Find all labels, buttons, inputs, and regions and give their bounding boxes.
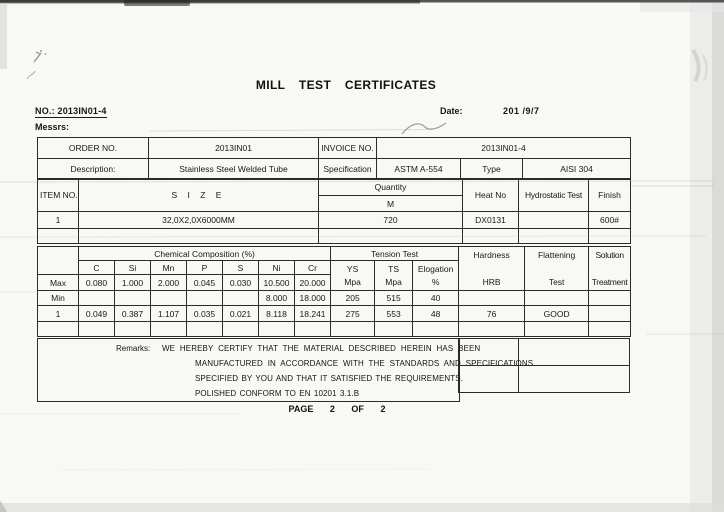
min-ni: 8.000 bbox=[259, 291, 295, 306]
empty-cell bbox=[295, 322, 331, 337]
empty-cell bbox=[525, 322, 589, 337]
empty-cell bbox=[38, 322, 79, 337]
ys-label: YS bbox=[346, 263, 359, 274]
max-p: 0.045 bbox=[187, 275, 223, 291]
page-number: 2 bbox=[329, 404, 335, 414]
flattening-test-header bbox=[525, 247, 589, 291]
bottom-left-nick bbox=[0, 500, 7, 512]
corner-scribble bbox=[34, 52, 41, 62]
top-right-shadow bbox=[640, 0, 724, 12]
min-cr: 18.000 bbox=[295, 291, 331, 306]
empty-cell bbox=[259, 322, 295, 337]
quantity-value: 720 bbox=[319, 212, 463, 229]
row1-ni: 8.118 bbox=[259, 306, 295, 322]
empty-cell bbox=[519, 366, 630, 393]
chem-col-mn: Mn bbox=[151, 261, 187, 275]
scan-streak-7 bbox=[60, 469, 430, 470]
solution-treatment-header bbox=[589, 247, 631, 291]
row1-ys: 275 bbox=[331, 306, 375, 322]
top-scan-strip-left bbox=[0, 0, 420, 4]
empty-cell bbox=[115, 291, 151, 306]
empty-cell bbox=[79, 291, 115, 306]
quantity-unit: M bbox=[319, 196, 463, 212]
size-value: 32,0X2,0X6000MM bbox=[79, 212, 319, 229]
max-s: 0.030 bbox=[223, 275, 259, 291]
elongation-unit: % bbox=[431, 276, 440, 287]
flattening-test-label: Test bbox=[548, 276, 565, 287]
type-label: Type bbox=[461, 159, 523, 180]
top-scan-strip bbox=[0, 0, 724, 3]
empty-cell bbox=[463, 229, 519, 244]
item-no-header: ITEM NO. bbox=[38, 179, 79, 212]
size-header: S I Z E bbox=[79, 179, 319, 212]
right-smudge bbox=[693, 50, 699, 81]
empty-cell bbox=[151, 322, 187, 337]
row1-si: 0.387 bbox=[115, 306, 151, 322]
empty-cell bbox=[79, 322, 115, 337]
corner-dot-2 bbox=[45, 53, 47, 55]
flattening-label: Flattening bbox=[537, 249, 576, 260]
row1-mn: 1.107 bbox=[151, 306, 187, 322]
invoice-no-label: INVOICE NO. bbox=[319, 138, 377, 159]
empty-cell bbox=[187, 322, 223, 337]
chem-col-si: Si bbox=[115, 261, 151, 275]
remarks-side-grid bbox=[458, 338, 630, 393]
description-value: Stainless Steel Welded Tube bbox=[149, 159, 319, 180]
composition-table bbox=[37, 246, 631, 337]
chem-col-ni: Ni bbox=[259, 261, 295, 275]
order-no-label: ORDER NO. bbox=[38, 138, 149, 159]
specification-value: ASTM A-554 bbox=[377, 159, 461, 180]
min-label: Min bbox=[38, 291, 79, 306]
empty-cell bbox=[413, 322, 459, 337]
max-label: Max bbox=[38, 275, 79, 291]
row1-elongation: 48 bbox=[413, 306, 459, 322]
order-no-value: 2013IN01 bbox=[149, 138, 319, 159]
chemical-composition-header: Chemical Composition (%) bbox=[79, 247, 331, 261]
row1-hardness: 76 bbox=[459, 306, 525, 322]
top-scan-blob bbox=[124, 0, 190, 6]
max-ni: 10.500 bbox=[259, 275, 295, 291]
right-smudge-2 bbox=[703, 55, 707, 80]
row1-c: 0.049 bbox=[79, 306, 115, 322]
max-si: 1.000 bbox=[115, 275, 151, 291]
empty-cell bbox=[589, 229, 631, 244]
empty-cell bbox=[459, 339, 519, 366]
finish-value: 600# bbox=[589, 212, 631, 229]
empty-cell bbox=[525, 291, 589, 306]
min-ys: 205 bbox=[331, 291, 375, 306]
messrs-label: Messrs: bbox=[35, 122, 70, 132]
remarks-label: Remarks: bbox=[116, 344, 151, 353]
chem-col-cr: Cr bbox=[295, 261, 331, 275]
date-label: Date: bbox=[440, 106, 463, 116]
empty-cell bbox=[223, 291, 259, 306]
empty-cell bbox=[319, 229, 463, 244]
order-info-table bbox=[37, 137, 631, 180]
right-edge-shadow-dark bbox=[712, 0, 724, 512]
hydrostatic-value bbox=[519, 212, 589, 229]
tension-test-header: Tension Test bbox=[331, 247, 459, 261]
hydrostatic-test-header: Hydrostatic Test bbox=[519, 179, 589, 212]
empty-cell bbox=[459, 366, 519, 393]
empty-cell bbox=[459, 291, 525, 306]
max-mn: 2.000 bbox=[151, 275, 187, 291]
hardness-label: Hardness bbox=[473, 249, 510, 260]
bottom-edge-shadow bbox=[0, 503, 724, 512]
page-label: PAGE bbox=[288, 404, 314, 414]
empty-cell bbox=[519, 229, 589, 244]
remarks-line-2: MANUFACTURED IN ACCORDANCE WITH THE STANDARDS AND SPECIFICATIONS bbox=[195, 359, 534, 368]
remarks-line-4: POLISHED CONFORM TO EN 10201 3.1.B bbox=[195, 389, 360, 398]
empty-cell bbox=[331, 322, 375, 337]
empty-cell bbox=[459, 322, 525, 337]
treatment-label: Treatment bbox=[591, 276, 628, 287]
elongation-header bbox=[413, 261, 459, 291]
empty-cell bbox=[79, 229, 319, 244]
empty-cell bbox=[38, 229, 79, 244]
max-c: 0.080 bbox=[79, 275, 115, 291]
row1-ts: 553 bbox=[375, 306, 413, 322]
empty-cell bbox=[115, 322, 151, 337]
min-elongation: 40 bbox=[413, 291, 459, 306]
row1-p: 0.035 bbox=[187, 306, 223, 322]
empty-cell bbox=[519, 339, 630, 366]
elongation-label: Elogation bbox=[417, 263, 454, 274]
corner-dot bbox=[40, 50, 42, 52]
page-total: 2 bbox=[380, 404, 386, 414]
pencil-squiggle bbox=[402, 123, 446, 134]
chem-col-p: P bbox=[187, 261, 223, 275]
invoice-no-value: 2013IN01-4 bbox=[377, 138, 631, 159]
specification-label: Specification bbox=[319, 159, 377, 180]
row1-s: 0.021 bbox=[223, 306, 259, 322]
left-edge-texture bbox=[0, 3, 7, 69]
max-cr: 20.000 bbox=[295, 275, 331, 291]
remarks-line-1: WE HEREBY CERTIFY THAT THE MATERIAL DESCRIBED HEREIN HAS BEEN bbox=[162, 344, 481, 353]
hrb-label: HRB bbox=[482, 276, 501, 287]
empty-cell bbox=[589, 291, 631, 306]
row1-cr: 18.241 bbox=[295, 306, 331, 322]
row1-label: 1 bbox=[38, 306, 79, 322]
heat-no-header: Heat No bbox=[463, 179, 519, 212]
certificate-number: NO.: 2013IN01-4 bbox=[35, 106, 107, 116]
min-ts: 515 bbox=[375, 291, 413, 306]
page-footer bbox=[0, 404, 674, 414]
right-edge-shadow bbox=[690, 0, 724, 512]
ys-header bbox=[331, 261, 375, 291]
item-no-value: 1 bbox=[38, 212, 79, 229]
remarks-box bbox=[37, 338, 534, 402]
date-value: 201 /9/7 bbox=[503, 106, 540, 116]
row1-solution bbox=[589, 306, 631, 322]
empty-cell bbox=[187, 291, 223, 306]
ts-unit: Mpa bbox=[385, 276, 402, 287]
chem-col-c: C bbox=[79, 261, 115, 275]
page-title: MILL TEST CERTIFICATES bbox=[255, 78, 437, 92]
empty-cell bbox=[151, 291, 187, 306]
of-label: OF bbox=[351, 404, 364, 414]
hardness-header bbox=[459, 247, 525, 291]
row1-flattening: GOOD bbox=[525, 306, 589, 322]
scan-streak-messrs bbox=[150, 130, 432, 132]
empty-cell bbox=[38, 247, 79, 275]
item-table bbox=[37, 178, 631, 244]
ts-header bbox=[375, 261, 413, 291]
ts-label: TS bbox=[388, 263, 400, 274]
ys-unit: Mpa bbox=[344, 276, 361, 287]
empty-cell bbox=[223, 322, 259, 337]
empty-cell bbox=[589, 322, 631, 337]
remarks-line-3: SPECIFIED BY YOU AND THAT IT SATISFIED THE REQUIREMENTS. bbox=[195, 374, 464, 383]
finish-header: Finish bbox=[589, 179, 631, 212]
quantity-header: Quantity bbox=[319, 179, 463, 196]
description-label: Description: bbox=[38, 159, 149, 180]
empty-cell bbox=[375, 322, 413, 337]
heat-no-value: DX0131 bbox=[463, 212, 519, 229]
type-value: AISI 304 bbox=[523, 159, 631, 180]
chem-col-s: S bbox=[223, 261, 259, 275]
solution-label: Solution bbox=[595, 249, 624, 260]
